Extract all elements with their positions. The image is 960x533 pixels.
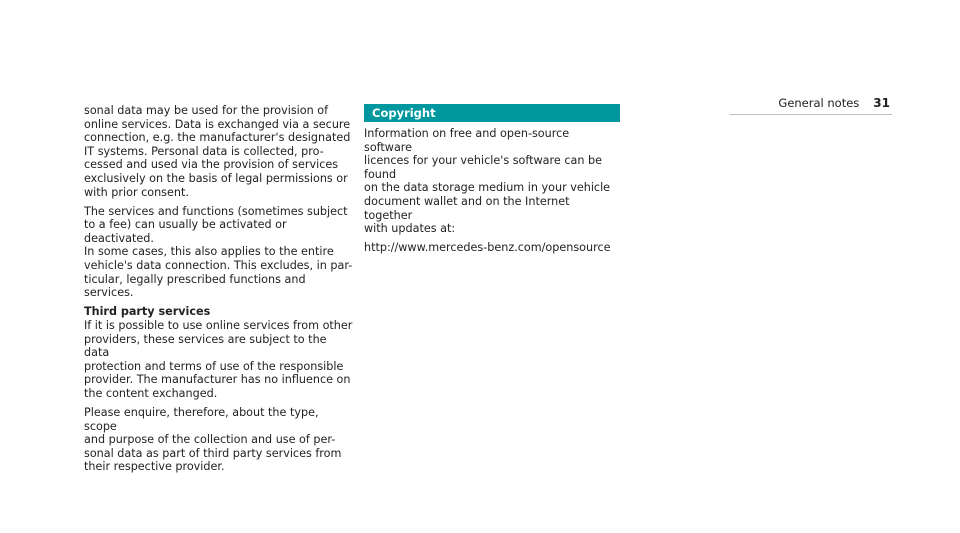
header-divider	[730, 114, 892, 115]
page-header	[778, 97, 890, 110]
enquire-paragraph: Please enquire, therefore, about the type, scope and purpose of the collection and use of per- sonal data as part of third party services from their respective provider.	[84, 405, 342, 474]
opensource-url: http://www.mercedes-benz.com/opensource	[364, 241, 611, 255]
privacy-paragraph: sonal data may be used for the provision of online services. Data is exchanged via a secure connection, e.g. the manufacturer's designated IT systems. Personal data is collected, pro- cessed and used via the provision of services exclusively on the basis of legal permissions or with prior consent.	[84, 104, 351, 199]
page-number: 31	[873, 96, 890, 110]
right-column	[364, 104, 620, 260]
third-party-paragraph: If it is possible to use online services from other providers, these services are subject to the data protection and terms of use of the responsible provider. The manufacturer has no influence on the content exchanged.	[84, 318, 353, 400]
services-paragraph: The services and functions (sometimes subject to a fee) can usually be activated or deactivated. In some cases, this also applies to the entire vehicle's data connection. This excludes, in par- ticular, legally prescribed functions and services.	[84, 204, 353, 300]
section-title: General notes	[778, 96, 860, 110]
copyright-paragraph: Information on free and open-source software licences for your vehicle's software can be found on the data storage medium in your vehicle document wallet and on the Internet together with updates at:	[364, 127, 611, 236]
third-party-heading: Third party services	[84, 305, 211, 319]
left-column	[84, 104, 354, 479]
copyright-header: Copyright	[364, 104, 620, 122]
